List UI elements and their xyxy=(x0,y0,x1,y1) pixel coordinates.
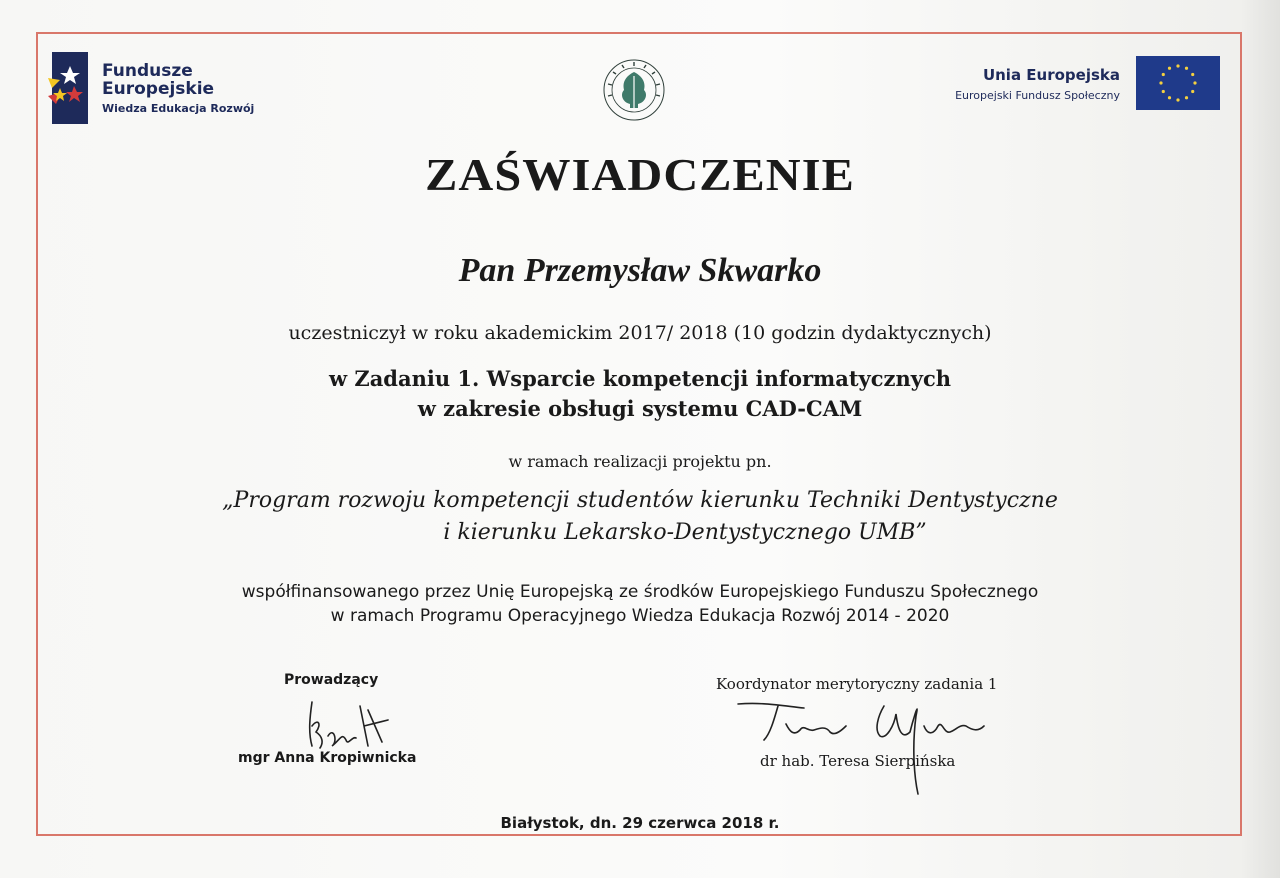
eu-star-icon xyxy=(1191,90,1194,93)
place-and-date: Białystok, dn. 29 czerwca 2018 r. xyxy=(500,814,780,832)
eu-logo-line1: Unia Europejska xyxy=(982,66,1120,84)
task-line-2: w zakresie obsługi systemu CAD-CAM xyxy=(417,396,863,421)
left-signature-name: mgr Anna Kropiwnicka xyxy=(238,750,417,766)
recipient-name: Pan Przemysław Skwarko xyxy=(458,252,822,289)
fe-logo-line1: Fundusze xyxy=(102,61,193,81)
funding-line-2: w ramach Programu Operacyjnego Wiedza Edukacja Rozwój 2014 - 2020 xyxy=(330,606,950,626)
eu-star-icon xyxy=(1168,96,1171,99)
right-signature-role: Koordynator merytoryczny zadania 1 xyxy=(716,675,998,693)
fundusze-europejskie-wordmark xyxy=(102,62,254,115)
program-title-line-2: i kierunku Lekarsko-Dentystycznego UMB” xyxy=(443,520,927,545)
eu-star-icon xyxy=(1185,96,1188,99)
eu-star-icon xyxy=(1162,73,1165,76)
eu-flag-icon xyxy=(1136,56,1220,110)
eu-star-icon xyxy=(1191,73,1194,76)
right-signature-name: dr hab. Teresa Sierpińska xyxy=(760,752,956,770)
eu-star-icon xyxy=(1176,98,1179,101)
certificate-title: ZAŚWIADCZENIE xyxy=(425,149,855,200)
program-title-line-1: „Program rozwoju kompetencji studentów kierunku Techniki Dentystyczne xyxy=(222,488,1058,513)
page-edge-shadow xyxy=(1240,0,1280,878)
eu-star-icon xyxy=(1176,64,1179,67)
right-handwritten-signature xyxy=(734,686,1014,796)
eu-star-icon xyxy=(1162,90,1165,93)
eu-star-icon xyxy=(1193,81,1196,84)
fe-logo-line2: Europejskie xyxy=(102,79,215,99)
participation-line: uczestniczył w roku akademickim 2017/ 2018 (10 godzin dydaktycznych) xyxy=(288,322,992,344)
eu-star-icon xyxy=(1185,67,1188,70)
funding-line-1: współfinansowanego przez Unię Europejską ze środków Europejskiego Funduszu Społecznego xyxy=(241,582,1039,602)
university-seal-logo xyxy=(602,58,666,122)
fe-logo-line3: Wiedza Edukacja Rozwój xyxy=(102,102,255,115)
fundusze-europejskie-star-logo xyxy=(48,52,88,124)
eu-star-icon xyxy=(1168,67,1171,70)
task-line-1: w Zadaniu 1. Wsparcie kompetencji informatycznych xyxy=(328,366,951,391)
left-signature-role: Prowadzący xyxy=(284,672,379,688)
project-framework-line: w ramach realizacji projektu pn. xyxy=(508,452,772,471)
eu-star-icon xyxy=(1159,81,1162,84)
eu-wordmark xyxy=(900,66,1120,102)
eu-logo-line2: Europejski Fundusz Społeczny xyxy=(955,89,1120,102)
